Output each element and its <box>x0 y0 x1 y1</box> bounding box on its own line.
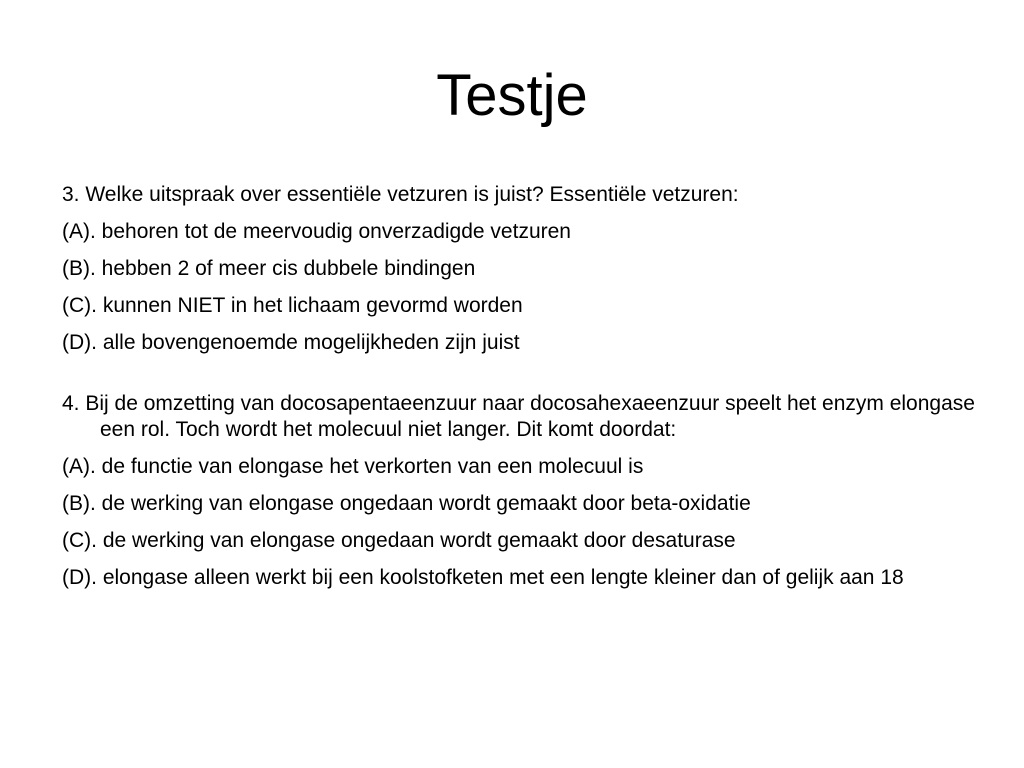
slide-body <box>62 182 1012 602</box>
question-4-option-a: (A). de functie van elongase het verkorten van een molecuul is <box>62 455 644 478</box>
question-4-option-b: (B). de werking van elongase ongedaan wordt gemaakt door beta-oxidatie <box>62 492 751 515</box>
question-3-option-c: (C). kunnen NIET in het lichaam gevormd worden <box>62 294 523 317</box>
question-3-option-d: (D). alle bovengenoemde mogelijkheden zijn juist <box>62 331 520 354</box>
question-4-stem: 4. Bij de omzetting van docosapentaeenzuur naar docosahexaeenzuur speelt het enzym elongase een rol. Toch wordt het molecuul niet langer. Dit komt doordat: <box>62 392 975 441</box>
question-3-option-b: (B). hebben 2 of meer cis dubbele bindingen <box>62 257 476 280</box>
question-4-option-d: (D). elongase alleen werkt bij een koolstofketen met een lengte kleiner dan of gelijk aan 18 <box>62 566 904 589</box>
slide-title: Testje <box>436 63 588 128</box>
question-3-stem: 3. Welke uitspraak over essentiële vetzuren is juist? Essentiële vetzuren: <box>62 183 739 206</box>
question-4-option-c: (C). de werking van elongase ongedaan wordt gemaakt door desaturase <box>62 529 736 552</box>
question-spacer <box>62 367 1012 391</box>
question-3-option-a: (A). behoren tot de meervoudig onverzadigde vetzuren <box>62 220 571 243</box>
question-4 <box>62 391 1012 591</box>
question-3 <box>62 182 1012 356</box>
